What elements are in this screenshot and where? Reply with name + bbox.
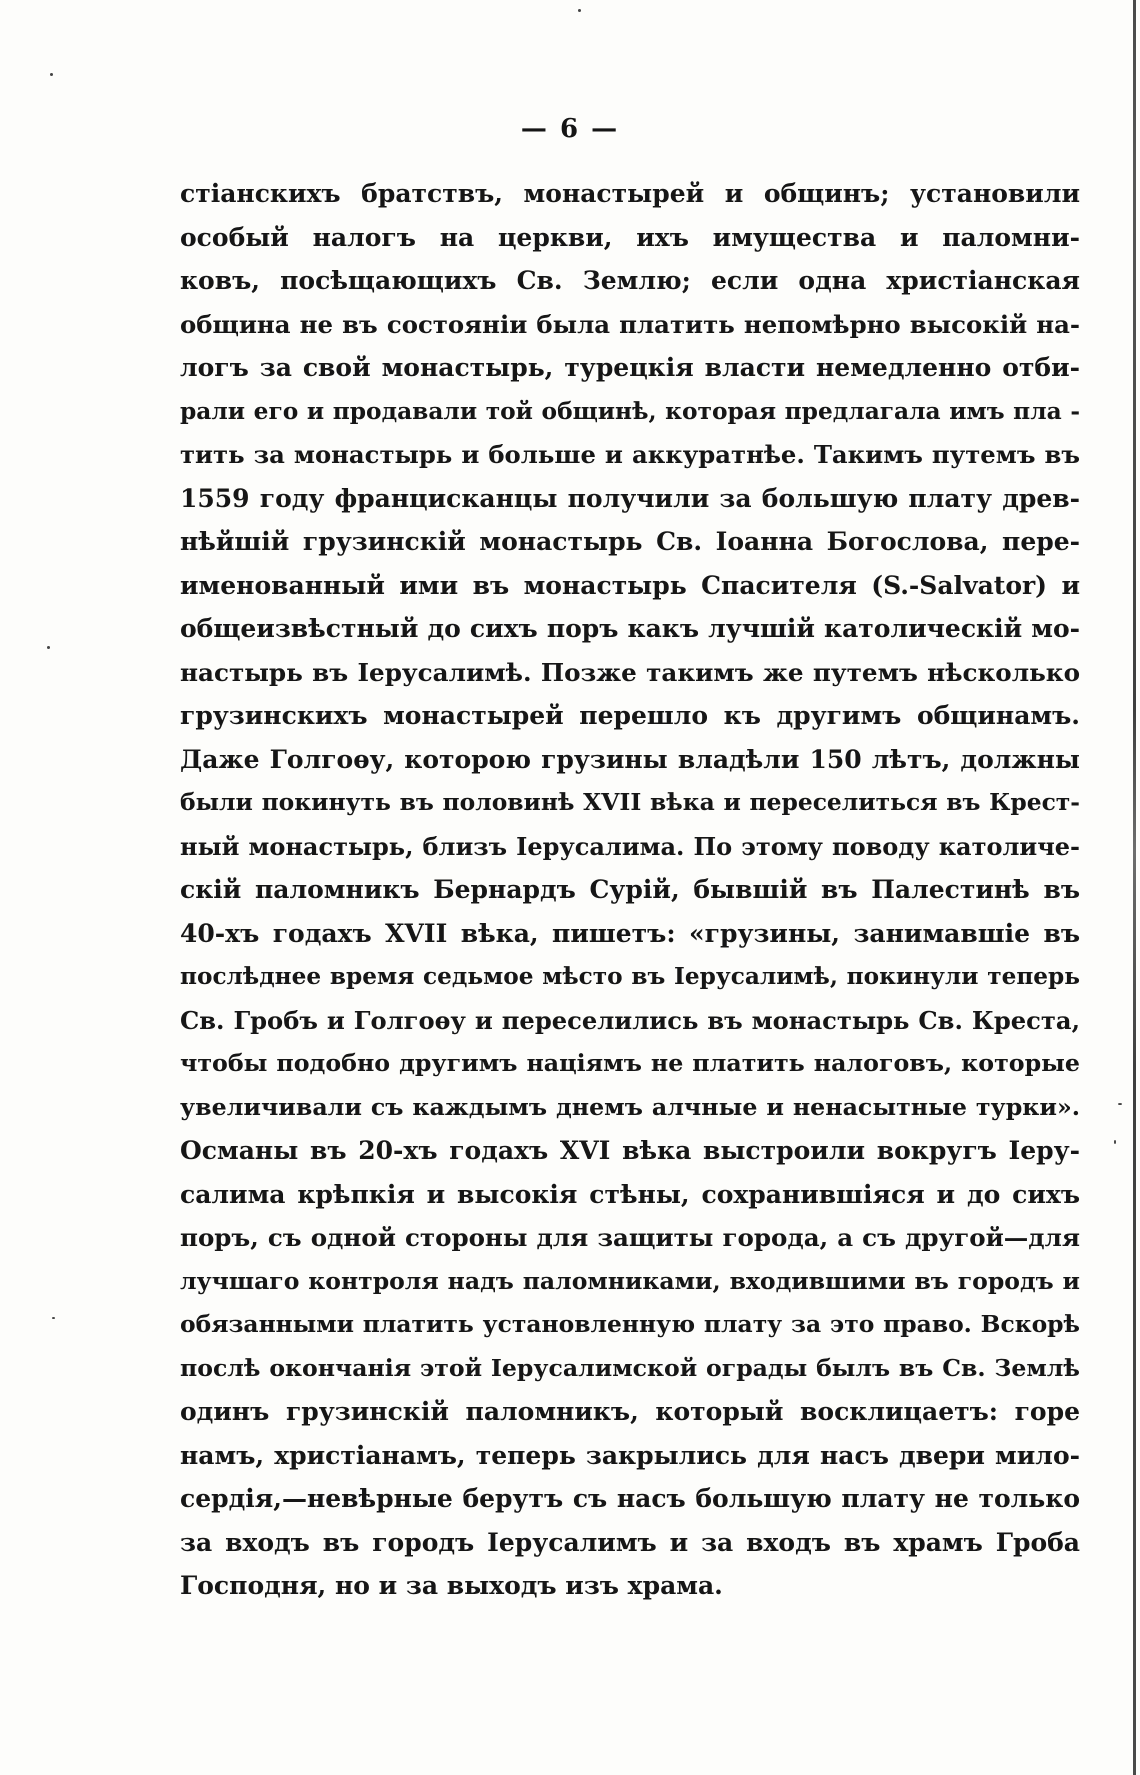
text-line: настырь въ Іерусалимѣ. Позже такимъ же путемъ нѣсколько	[180, 657, 1080, 687]
text-line: были покинуть въ половинѣ XVII вѣка и переселиться въ Крест-	[180, 788, 1080, 816]
text-line: Св. Гробъ и Голгоѳу и переселились въ монастырь Св. Креста,	[180, 1005, 1080, 1035]
text-line: Османы въ 20-хъ годахъ XVI вѣка выстроили вокругъ Іеру-	[180, 1136, 1080, 1165]
text-line: Даже Голгоѳу, которою грузины владѣли 150 лѣтъ, должны	[180, 744, 1080, 774]
text-line: тить за монастырь и больше и аккуратнѣе. Такимъ путемъ въ	[180, 440, 1080, 469]
text-line: 40-хъ годахъ XVII вѣка, пишетъ: «грузины, занимавшіе въ	[180, 918, 1080, 948]
scan-speck	[50, 73, 53, 76]
scan-speck	[578, 9, 581, 12]
scan-speck	[52, 1317, 55, 1319]
text-line: особый налогъ на церкви, ихъ имущества и паломни-	[180, 222, 1080, 252]
text-line: Господня, но и за выходъ изъ храма.	[180, 1571, 723, 1600]
text-line: нѣйшій грузинскій монастырь Св. Іоанна Богослова, пере-	[180, 527, 1080, 556]
text-line: лучшаго контроля надъ паломниками, входившими въ городъ и	[180, 1266, 1080, 1295]
text-line: общеизвѣстный до сихъ поръ какъ лучшій католическій мо-	[180, 614, 1080, 643]
text-line: послѣ окончанія этой Іерусалимской ограды былъ въ Св. Землѣ	[180, 1353, 1080, 1382]
text-line: сердія,—невѣрные берутъ съ насъ большую плату не только	[180, 1484, 1080, 1513]
text-line: логъ за свой монастырь, турецкія власти немедленно отби-	[180, 353, 1080, 382]
page-edge-shadow	[1133, 0, 1136, 1775]
text-line: рали его и продавали той общинѣ, которая предлагала имъ пла -	[180, 397, 1080, 425]
text-line: стіанскихъ братствъ, монастырей и общинъ; установили	[180, 179, 1080, 208]
text-line: за входъ въ городъ Іерусалимъ и за входъ въ храмъ Гроба	[180, 1527, 1080, 1557]
page-number: — 6 —	[520, 114, 620, 144]
scan-speck	[1118, 1103, 1122, 1105]
text-line: скій паломникъ Бернардъ Сурій, бывшій въ Палестинѣ въ	[180, 875, 1080, 904]
text-line: 1559 году францисканцы получили за большую плату древ-	[180, 483, 1080, 513]
text-line: община не въ состояніи была платить непомѣрно высокій на-	[180, 309, 1080, 339]
text-line: именованный ими въ монастырь Спасителя (S.-Salvator) и	[180, 570, 1080, 600]
text-line: увеличивали съ каждымъ днемъ алчные и ненасытные турки».	[180, 1092, 1080, 1121]
scan-speck	[1114, 1140, 1116, 1144]
text-line: салима крѣпкія и высокія стѣны, сохранившіяся и до сихъ	[180, 1179, 1080, 1209]
text-line: послѣднее время седьмое мѣсто въ Іерусалимѣ, покинули теперь	[180, 963, 1080, 990]
text-line: одинъ грузинскій паломникъ, который восклицаетъ: горе	[180, 1397, 1080, 1426]
text-line: ный монастырь, близъ Іерусалима. По этому поводу католиче-	[180, 831, 1080, 861]
text-line: грузинскихъ монастырей перешло къ другимъ общинамъ.	[180, 701, 1080, 730]
text-line: обязанными платить установленную плату за это право. Вскорѣ	[180, 1310, 1080, 1338]
body-text	[180, 172, 1080, 1608]
text-line: ковъ, посѣщающихъ Св. Землю; если одна христіанская	[180, 266, 1080, 295]
text-line: поръ, съ одной стороны для защиты города, а съ другой—для	[180, 1223, 1080, 1252]
text-line: намъ, христіанамъ, теперь закрылись для насъ двери мило-	[180, 1440, 1080, 1470]
scan-speck	[47, 646, 50, 649]
text-line: чтобы подобно другимъ націямъ не платить налоговъ, которые	[180, 1049, 1080, 1077]
